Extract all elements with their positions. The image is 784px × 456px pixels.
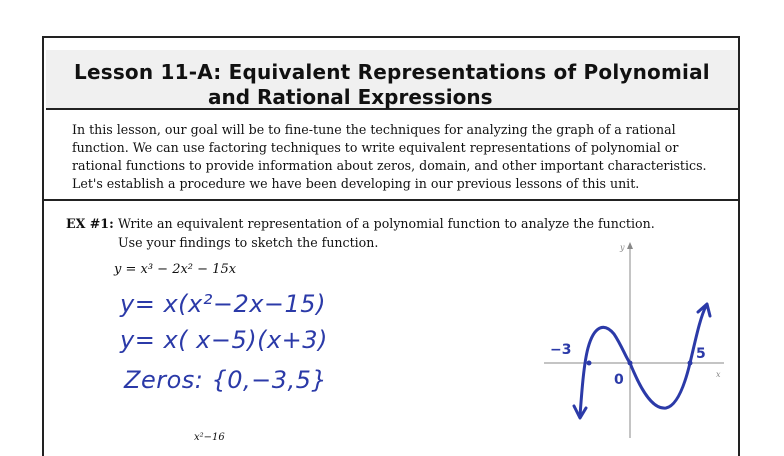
x-axis-label: x <box>716 370 721 379</box>
handwritten-zeros: Zeros: {0,−3,5} <box>124 366 328 394</box>
intro-paragraph: In this lesson, our goal will be to fine-tune the techniques for analyzing the graph of a rational function. We can use factoring techniques to write equivalent representations of polynomial or rational functions to provide information about zeros, domain, and other important characteristics. Let's establish a procedure we have been developing in our previous lessons of this unit. <box>72 122 707 191</box>
section-divider <box>44 199 738 201</box>
handwritten-step-factor-x: y= x(x²−2x−15) <box>120 290 326 318</box>
zero-point-5 <box>688 361 693 366</box>
next-example-fragment: x²−16 <box>194 432 225 443</box>
title-bar <box>46 50 738 110</box>
zero-label-5: 5 <box>696 346 706 362</box>
example-instruction-1: Write an equivalent representation of a polynomial function to analyze the function. <box>118 216 655 231</box>
zero-label-0: 0 <box>614 372 624 388</box>
zero-point-neg3 <box>587 361 592 366</box>
example-equation: y = x³ − 2x² − 15x <box>114 262 237 277</box>
lesson-title-line-2: and Rational Expressions <box>208 85 493 109</box>
zero-label-neg3: −3 <box>550 342 572 358</box>
cubic-curve <box>580 306 706 416</box>
example-instruction-2: Use your findings to sketch the function. <box>118 235 379 250</box>
lesson-page <box>42 36 740 456</box>
y-axis-label: y <box>620 243 625 252</box>
zero-point-0 <box>628 361 633 366</box>
lesson-title-line-1: Lesson 11-A: Equivalent Representations of Polynomial <box>74 60 710 84</box>
handwritten-step-factored: y= x( x−5)(x+3) <box>120 326 328 354</box>
function-sketch <box>544 238 734 438</box>
y-axis-arrow-icon <box>627 242 633 249</box>
example-label: EX #1: <box>66 216 114 231</box>
